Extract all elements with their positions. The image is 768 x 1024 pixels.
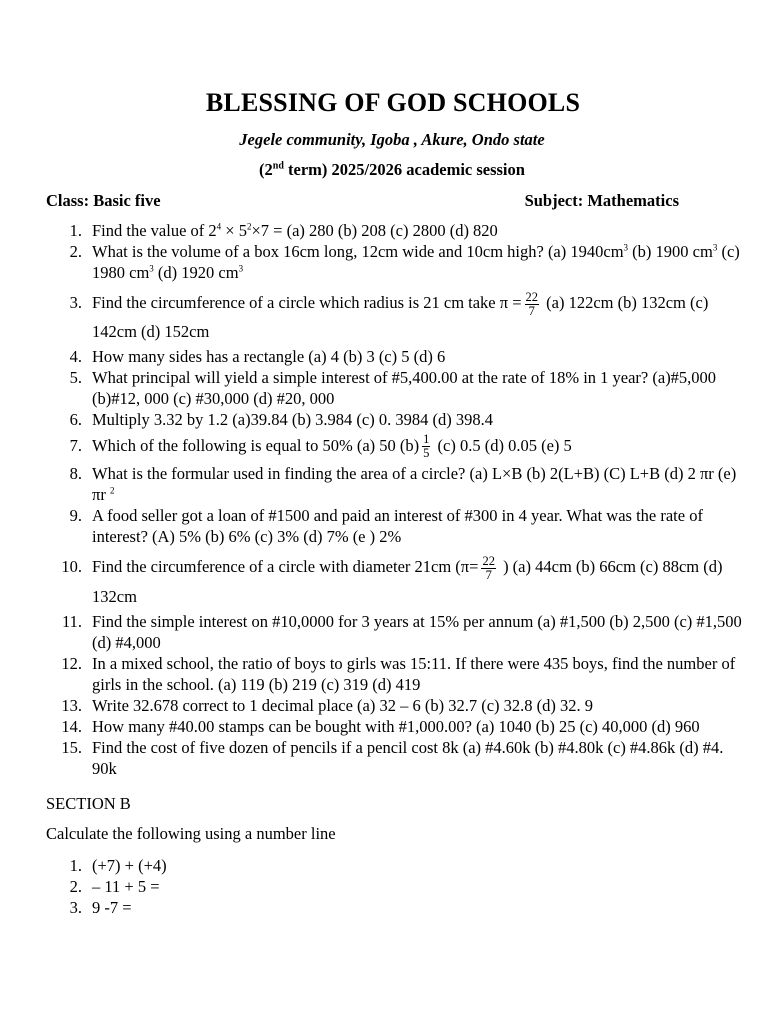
section-b-heading: SECTION B: [46, 794, 131, 813]
exponent: 3: [623, 242, 629, 253]
question-7: [46, 432, 746, 461]
question-text: 9 -7 =: [92, 898, 132, 917]
question-13: [46, 695, 746, 716]
exponent: 3: [712, 242, 718, 253]
question-text: What is the volume of a box 16cm long, 12cm wide and 10cm high? (a) 1940cm: [92, 242, 624, 261]
exponent: 4: [216, 221, 222, 232]
question-text: In a mixed school, the ratio of boys to girls was 15:11. If there were 435 boys, find the number of girls in the school. (a) 119 (b) 219 (c) 319 (d) 419: [92, 654, 736, 695]
question-number: 2.: [69, 877, 82, 896]
question-3: [46, 289, 746, 346]
exponent: 3: [149, 263, 154, 274]
question-text: (c) 0.5 (d) 0.05 (e) 5: [433, 435, 572, 455]
question-number: 15.: [61, 738, 82, 758]
section-b-questions: [46, 855, 446, 918]
school-name: BLESSING OF GOD SCHOOLS: [205, 88, 581, 117]
exponent: 3: [238, 263, 244, 274]
question-number: 7.: [69, 435, 82, 455]
denominator: 7: [485, 568, 492, 583]
class-subject-row: [46, 191, 679, 211]
numerator: 22: [525, 289, 539, 304]
question-number: 14.: [61, 717, 82, 737]
term-open: (2: [259, 160, 273, 179]
question-number: 1.: [69, 221, 82, 240]
question-text: (c) 1980 cm: [92, 242, 740, 282]
exponent: 2: [246, 221, 252, 232]
question-6: [46, 409, 746, 430]
question-text: (d) 1920 cm: [153, 263, 239, 282]
question-number: 4.: [69, 346, 82, 366]
pi-fraction: [525, 291, 540, 318]
question-9: [46, 505, 746, 547]
question-number: 1.: [69, 856, 82, 875]
school-address: Jegele community, Igoba , Akure, Ondo state: [239, 130, 545, 149]
question-11: [46, 611, 746, 653]
section-b-item: [46, 897, 446, 918]
question-5: [46, 367, 746, 409]
question-text: Write 32.678 correct to 1 decimal place (a) 32 – 6 (b) 32.7 (c) 32.8 (d) 32. 9: [92, 696, 594, 716]
question-10: [46, 552, 746, 611]
question-text: Find the circumference of a circle with diameter 21cm (π=: [92, 557, 479, 577]
question-2: [46, 241, 746, 283]
question-number: 10.: [61, 557, 82, 577]
numerator: 22: [482, 554, 495, 569]
question-text: Find the circumference of a circle which radius is 21 cm take π =: [92, 293, 522, 312]
section-b-instruction: Calculate the following using a number line: [46, 824, 336, 843]
question-8: [46, 463, 746, 505]
academic-session: [0, 160, 768, 180]
denominator: 5: [423, 446, 430, 461]
term-sup: nd: [272, 160, 284, 172]
question-text: (a) 122cm (b) 132cm (c) 142cm (d) 152cm: [92, 293, 709, 341]
question-14: [46, 716, 746, 737]
question-text: ×7 = (a) 280 (b) 208 (c) 2800 (d) 820: [251, 221, 498, 240]
question-text: How many sides has a rectangle (a) 4 (b) 3 (c) 5 (d) 6: [92, 346, 446, 366]
section-a-questions: [46, 220, 746, 779]
question-number: 3.: [69, 898, 82, 917]
question-text: × 5: [221, 221, 247, 240]
numerator: 1: [423, 432, 430, 447]
exponent: 2: [109, 485, 115, 496]
question-text: What principal will yield a simple interest of #5,400.00 at the rate of 18% in 1 year? (a)#5,000 (b)#12, 000 (c) #30,000 (d) #20, 000: [92, 367, 717, 408]
question-number: 8.: [69, 464, 82, 484]
denominator: 7: [528, 303, 535, 318]
question-text: Find the value of 2: [92, 221, 217, 240]
question-text: Which of the following is equal to 50% (a) 50 (b): [92, 435, 420, 455]
question-text: How many #40.00 stamps can be bought with #1,000.00? (a) 1040 (b) 25 (c) 40,000 (d) 960: [92, 717, 700, 737]
question-text: Multiply 3.32 by 1.2 (a)39.84 (b) 3.984 (c) 0. 3984 (d) 398.4: [92, 409, 493, 429]
question-number: 2.: [69, 242, 82, 261]
question-text: Find the simple interest on #10,0000 for 3 years at 15% per annum (a) #1,500 (b) 2,500 (c) #1,500 (d) #4,000: [92, 612, 742, 653]
question-number: 11.: [61, 612, 82, 632]
question-1: [46, 220, 746, 241]
question-text: What is the formular used in finding the area of a circle? (a) L×B (b) 2(L+B) (C) L+B (d) 2 πr (e) πr: [92, 464, 737, 505]
section-b-item: [46, 876, 446, 897]
class-label: Class: Basic five: [46, 191, 161, 210]
question-number: 5.: [69, 367, 82, 387]
question-text: (+7) + (+4): [92, 856, 167, 875]
subject-label: Subject: Mathematics: [524, 191, 679, 210]
question-number: 3.: [69, 293, 82, 312]
question-4: [46, 346, 746, 367]
question-15: [46, 737, 746, 779]
question-text: A food seller got a loan of #1500 and paid an interest of #300 in 4 year. What was the rate of interest? (A) 5% (b) 6% (c) 3% (d) 7% (e ) 2%: [92, 506, 703, 547]
question-text: ) (a) 44cm (b) 66cm (c) 88cm (d) 132cm: [92, 557, 723, 607]
question-text: (b) 1900 cm: [628, 242, 713, 261]
term-rest: term) 2025/2026 academic session: [283, 160, 525, 179]
section-b-item: [46, 855, 446, 876]
question-number: 6.: [69, 409, 82, 429]
question-number: 13.: [61, 696, 82, 716]
question-12: [46, 653, 746, 695]
one-fifth-fraction: [422, 433, 430, 460]
question-number: 12.: [61, 654, 82, 674]
question-text: – 11 + 5 =: [92, 877, 160, 896]
question-number: 9.: [69, 506, 82, 526]
pi-fraction: [481, 555, 496, 582]
question-text: Find the cost of five dozen of pencils if a pencil cost 8k (a) #4.60k (b) #4.80k (c) #4.86k (d) #4. 90k: [92, 738, 724, 779]
